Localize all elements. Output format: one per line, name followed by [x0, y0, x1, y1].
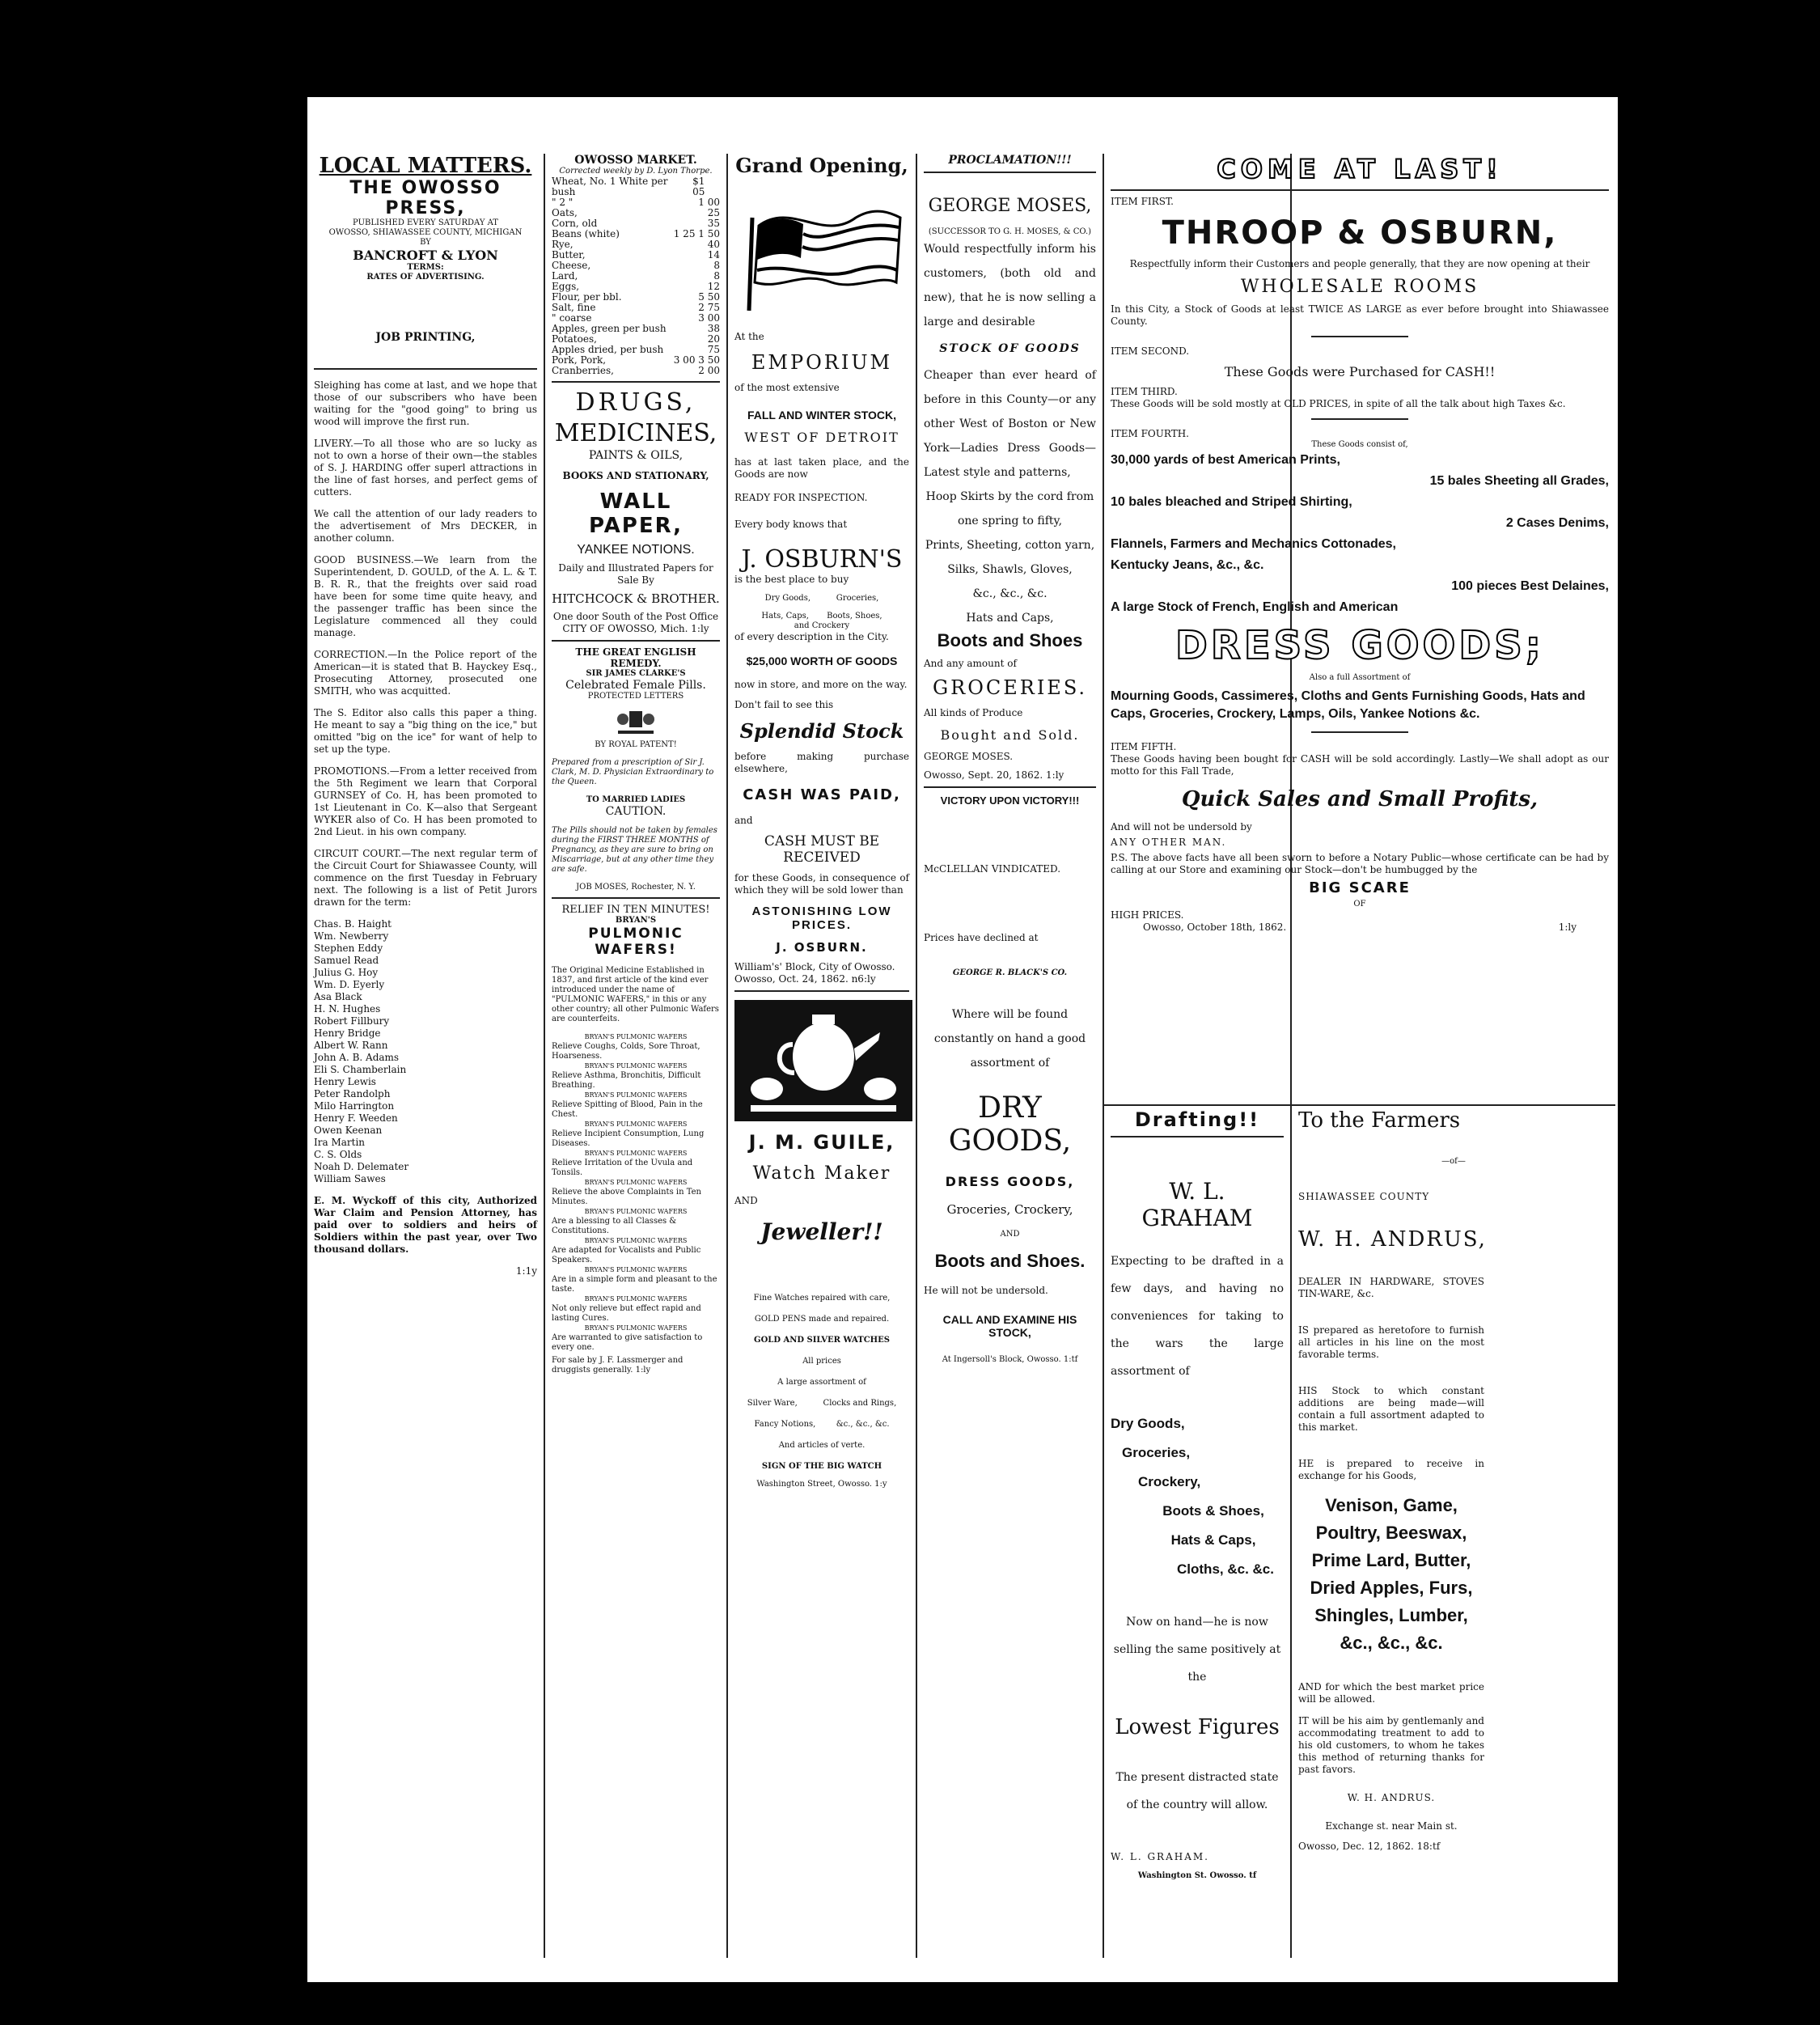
- juror: Samuel Read: [314, 955, 379, 966]
- market-price: 8: [713, 260, 720, 271]
- gold-silver: GOLD AND SILVER WATCHES: [754, 1336, 890, 1345]
- promotions-item: PROMOTIONS.—From a letter received from the 5th Regiment we learn that Corporal GURNSEY of Co. H, has been promoted to 1st Lieutenant in Co. K—also that Sergeant WYKER also of Co. H has been promoted to 2nd Lieut. in his own company.: [314, 765, 537, 837]
- hitchcock-firm: HITCHCOCK & BROTHER.: [552, 591, 720, 606]
- market-price: 14: [707, 249, 720, 261]
- throop-date-tail: 1:ly: [1558, 921, 1577, 933]
- item-fifth: ITEM FIFTH.: [1111, 741, 1177, 752]
- market-item: Beans (white): [552, 228, 620, 239]
- wafer-label: BRYAN'S PULMONIC WAFERS: [584, 1237, 688, 1244]
- ready-inspection: READY FOR INSPECTION.: [734, 492, 868, 503]
- goods-item: Flannels, Farmers and Mechanics Cottonades,: [1111, 537, 1396, 551]
- pill-agent: JOB MOSES, Rochester, N. Y.: [576, 883, 696, 892]
- market-item: Rye,: [552, 239, 574, 250]
- market-item: Apples, green per bush: [552, 323, 667, 334]
- juror: Noah D. Delemater: [314, 1161, 409, 1172]
- wafer-label: BRYAN'S PULMONIC WAFERS: [584, 1208, 688, 1215]
- andrus-p2: HIS Stock to which constant additions are being made—will contain a full assortment adapted to this market.: [1298, 1385, 1484, 1433]
- dress-goods: DRESS GOODS,: [945, 1174, 1075, 1189]
- repair-line-2: GOLD PENS made and repaired.: [754, 1315, 890, 1324]
- jeweller-heading: Jeweller!!: [760, 1218, 883, 1245]
- throop-osburn-heading: THROOP & OSBURN,: [1162, 214, 1558, 252]
- market-row: [552, 366, 720, 376]
- osburn-date: Owosso, Oct. 24, 1862. n6:ly: [734, 973, 876, 985]
- market-item: Butter,: [552, 249, 586, 261]
- business-item: GOOD BUSINESS.—We learn from the Superintendent, D. GOULD, of the A. L. & T. B. R. R., that the freights over said road have been for some time quite heavy, and the passenger traffic has been since the Legislature commenced all they could manage.: [314, 554, 537, 638]
- moses-signature: GEORGE MOSES.: [924, 751, 1014, 762]
- andrus-p5: IT will be his aim by gentlemanly and accommodating treatment to add to his old customers, to whom he takes this method of returning thanks for past favors.: [1298, 1715, 1484, 1775]
- livery-item: LIVERY.—To all those who are so lucky as not to own a horse of their own—the stables of S. J. HARDING offer superl attractions in the line of fast horses, and perfect gems of cutters.: [314, 438, 537, 498]
- consequence: for these Goods, in consequence of which they will be sold lower than: [734, 872, 909, 896]
- market-subtitle: Corrected weekly by D. Lyon Thorpe.: [559, 167, 713, 176]
- osburn-signature: J. OSBURN.: [776, 940, 868, 955]
- fancy-notions: Fancy Notions, &c., &c., &c.: [754, 1420, 890, 1429]
- market-item: " coarse: [552, 312, 592, 324]
- graham-street: Washington St. Owosso. tf: [1137, 1871, 1257, 1880]
- andrus-signature: W. H. ANDRUS.: [1347, 1792, 1436, 1803]
- and-word-2: AND: [734, 1195, 758, 1206]
- market-item: Potatoes,: [552, 333, 597, 345]
- wholesale-rooms: WHOLESALE ROOMS: [1240, 277, 1479, 297]
- terms-heading: TERMS:: [407, 263, 444, 272]
- column-market-drugs: [545, 154, 726, 1958]
- market-price: 75: [707, 344, 720, 355]
- juror: Stephen Eddy: [314, 943, 383, 954]
- market-item: Cranberries,: [552, 365, 614, 376]
- watch-maker: Watch Maker: [752, 1163, 891, 1184]
- dry-goods-heading: DRY GOODS,: [948, 1091, 1072, 1158]
- old-prices: These Goods will be sold mostly at OLD PRICES, in spite of all the talk about high Taxes &c.: [1111, 398, 1566, 409]
- market-price: 25: [707, 207, 720, 218]
- wafer-use: Relieve Spitting of Blood, Pain in the Chest.: [552, 1100, 703, 1119]
- market-row: [552, 229, 720, 239]
- wafers-text: The Original Medicine Established in 1837, and first article of the kind ever introduced under the name of "PULMONIC WAFERS," in this or any other country; all other Pulmonic Wafers are counterfeits.: [552, 966, 719, 1023]
- goods-list: [1111, 450, 1609, 618]
- groceries-heading: GROCERIES.: [932, 676, 1088, 699]
- hats-line: Hats and Caps,: [966, 612, 1054, 625]
- throop-date: Owosso, October 18th, 1862.: [1143, 921, 1287, 933]
- flag-icon: [734, 193, 912, 315]
- ps-note: P.S. The above facts have all been sworn to before a Notary Public—whose certificate can be had by calling at our Store and examining our Stock—don't be humbugged by the: [1111, 852, 1609, 875]
- teapot-jewelry-illustration: [734, 1000, 912, 1121]
- column-local-matters: [307, 154, 544, 1958]
- protected-line: PROTECTED LETTERS: [587, 692, 684, 701]
- juror: Henry Lewis: [314, 1076, 376, 1087]
- high-prices: HIGH PRICES.: [1111, 909, 1184, 921]
- market-price: 1 25 1 50: [673, 228, 720, 239]
- call-examine: CALL AND EXAMINE HIS STOCK,: [942, 1313, 1077, 1339]
- farmers-heading: To the Farmers: [1298, 1108, 1461, 1133]
- where-found: Where will be found constantly on hand a good assortment of: [933, 1008, 1086, 1070]
- market-title: OWOSSO MARKET.: [574, 154, 697, 167]
- juror: Peter Randolph: [314, 1088, 391, 1099]
- any-amount: And any amount of: [924, 658, 1017, 669]
- wafer-label: BRYAN'S PULMONIC WAFERS: [584, 1179, 688, 1186]
- hoop-skirts: Hoop Skirts by the cord from one spring to fifty,: [925, 490, 1094, 527]
- juror: Robert Fillbury: [314, 1015, 390, 1027]
- juror: William Sawes: [314, 1173, 386, 1184]
- of-word: OF: [1353, 900, 1366, 909]
- graham-item: Crockery,: [1138, 1474, 1201, 1489]
- andrus-produce: Venison, Game, Poultry, Beeswax, Prime Lard, Butter, Dried Apples, Furs, Shingles, Lumber, &c., &c., &c.: [1310, 1495, 1473, 1653]
- pills-heading: Celebrated Female Pills.: [565, 679, 706, 692]
- produce-line: All kinds of Produce: [924, 707, 1023, 718]
- astonishing-prices: ASTONISHING LOW PRICES.: [751, 904, 892, 932]
- market-item: Flour, per bbl.: [552, 291, 622, 303]
- will-not-undersold: And will not be undersold by: [1111, 821, 1252, 832]
- market-price: 2 75: [698, 302, 720, 313]
- column-grand-opening: [728, 154, 916, 1958]
- most-extensive: of the most extensive: [734, 382, 840, 393]
- grand-opening-heading: Grand Opening,: [735, 154, 908, 177]
- juror: Asa Black: [314, 991, 362, 1002]
- moses-inform: Would respectfully inform his customers, (both old and new), that he is now selling a large and desirable: [924, 243, 1096, 328]
- correction-item: CORRECTION.—In the Police report of the American—it is stated that B. Hayckey Esq., Prosecuting Attorney, prosecuted one SMITH, who was acquitted.: [314, 649, 537, 697]
- andrus-p4: AND for which the best market price will be allowed.: [1298, 1681, 1484, 1705]
- juror: Owen Keenan: [314, 1125, 383, 1136]
- royal-crest-icon: [612, 705, 660, 737]
- etc-line: &c., &c., &c.: [972, 587, 1048, 600]
- market-price: 20: [707, 333, 720, 345]
- and-word-4: AND: [1000, 1230, 1020, 1239]
- graham-item: Boots & Shoes,: [1162, 1503, 1264, 1519]
- juror-list: [314, 918, 537, 1185]
- quick-sales: Quick Sales and Small Profits,: [1181, 787, 1539, 811]
- juror: Milo Harrington: [314, 1100, 395, 1112]
- silver-ware: Silver Ware, Clocks and Rings,: [747, 1399, 897, 1408]
- drafting-heading: Drafting!!: [1134, 1108, 1260, 1131]
- goods-consist: These Goods consist of,: [1311, 440, 1408, 449]
- market-item: Oats,: [552, 207, 578, 218]
- wafer-label: BRYAN'S PULMONIC WAFERS: [584, 1121, 688, 1128]
- wafer-uses: [552, 1032, 720, 1353]
- goods-line-2: Hats, Caps, Boots, Shoes,: [761, 612, 882, 621]
- dont-fail: Don't fail to see this: [734, 699, 834, 710]
- prints-line: Prints, Sheeting, cotton yarn,: [925, 539, 1095, 552]
- market-price: 38: [707, 323, 720, 334]
- worth-of-goods: $25,000 WORTH OF GOODS: [746, 655, 898, 667]
- item-third: ITEM THIRD.: [1111, 386, 1178, 397]
- item-second: ITEM SECOND.: [1111, 345, 1190, 357]
- ingersoll-block: At Ingersoll's Block, Owosso. 1:tf: [942, 1355, 1078, 1364]
- item-first: ITEM FIRST.: [1111, 196, 1174, 207]
- goods-item: 2 Cases Denims,: [1505, 516, 1609, 530]
- city-line: CITY OF OWOSSO, Mich. 1:ly: [562, 623, 709, 634]
- graham-now: Now on hand—he is now selling the same positively at the: [1113, 1616, 1281, 1684]
- city-stock: In this City, a Stock of Goods at least TWICE AS LARGE as ever before brought into Shiawassee County.: [1111, 303, 1609, 327]
- market-item: " 2 ": [552, 197, 574, 208]
- wafers-heading: PULMONIC WAFERS!: [588, 926, 684, 958]
- married-heading: TO MARRIED LADIES: [586, 795, 686, 804]
- guile-heading: J. M. GUILE,: [748, 1131, 895, 1154]
- wafer-use: Relieve Incipient Consumption, Lung Diseases.: [552, 1129, 705, 1148]
- caution-heading: CAUTION.: [605, 805, 667, 818]
- market-price: 8: [713, 270, 720, 282]
- juror: Wm. Newberry: [314, 930, 389, 942]
- groceries-crockery: Groceries, Crockery,: [946, 1202, 1073, 1217]
- wafer-label: BRYAN'S PULMONIC WAFERS: [584, 1033, 688, 1040]
- purchased-cash: These Goods were Purchased for CASH!!: [1224, 364, 1496, 379]
- wafer-use: Relieve Asthma, Bronchitis, Difficult Breathing.: [552, 1071, 701, 1090]
- everybody-knows: Every body knows that: [734, 519, 848, 530]
- wafer-use: Not only relieve but effect rapid and lasting Cures.: [552, 1304, 701, 1323]
- mcclellan-line: McCLELLAN VINDICATED.: [924, 863, 1061, 875]
- goods-item: 100 pieces Best Delaines,: [1451, 579, 1609, 593]
- wafer-label: BRYAN'S PULMONIC WAFERS: [584, 1324, 688, 1332]
- wafer-vendor: For sale by J. F. Lassmerger and druggists generally. 1:ly: [552, 1356, 684, 1375]
- taken-place: has at last taken place, and the Goods are now: [734, 456, 909, 480]
- sleighing-item: Sleighing has come at last, and we hope that those of our subscribers who have been waiting for the "good going" to bring us wood will improve the first run.: [314, 379, 537, 427]
- wafer-label: BRYAN'S PULMONIC WAFERS: [584, 1295, 688, 1303]
- market-item: Cheese,: [552, 260, 591, 271]
- cash-was-paid: CASH WAS PAID,: [743, 786, 901, 803]
- milliner-item: We call the attention of our lady readers to the advertisement of Mrs DECKER, in another column.: [314, 508, 537, 544]
- of-line: —of—: [1441, 1157, 1466, 1166]
- juror: Henry F. Weeden: [314, 1112, 398, 1124]
- market-table: [552, 176, 720, 376]
- bought-for-cash: These Goods having been bought for CASH will be sold accordingly. Lastly—We shall adopt as our motto for this Fall Trade,: [1111, 753, 1609, 777]
- rates-heading: RATES OF ADVERTISING.: [366, 273, 485, 282]
- guile-street: Washington Street, Owosso. 1:y: [756, 1480, 887, 1489]
- throop-date-row: [1111, 921, 1609, 934]
- market-price: 1 00: [698, 197, 720, 208]
- andrus-p3: HE is prepared to receive in exchange for his Goods,: [1298, 1458, 1484, 1481]
- juror: Eli S. Chamberlain: [314, 1064, 407, 1075]
- market-row: [552, 176, 720, 197]
- emporium-heading: EMPORIUM: [751, 351, 893, 374]
- publishers: BANCROFT & LYON: [353, 248, 498, 263]
- remedy-heading: THE GREAT ENGLISH REMEDY.: [575, 646, 696, 669]
- paper-name: THE OWOSSO PRESS,: [349, 178, 502, 218]
- successor-line: (SUCCESSOR TO G. H. MOSES, & CO.): [928, 227, 1092, 236]
- juror: Ira Martin: [314, 1137, 366, 1148]
- come-at-last: COME AT LAST!: [1217, 154, 1503, 184]
- juror: Chas. B. Haight: [314, 918, 392, 930]
- wafer-label: BRYAN'S PULMONIC WAFERS: [584, 1062, 688, 1070]
- at-the: At the: [734, 331, 764, 342]
- market-item: Wheat, No. 1 White per bush: [552, 176, 668, 197]
- column-andrus: [1292, 1108, 1615, 1958]
- west-of-detroit: WEST OF DETROIT: [744, 430, 899, 445]
- wafer-use: Are a blessing to all Classes & Constitutions.: [552, 1217, 677, 1235]
- market-item: Salt, fine: [552, 302, 596, 313]
- black-firm: GEORGE R. BLACK'S CO.: [952, 968, 1068, 977]
- market-item: Pork, Pork,: [552, 354, 607, 366]
- wafer-use: Relieve the above Complaints in Ten Minutes.: [552, 1188, 701, 1206]
- graham-item: Dry Goods,: [1111, 1416, 1185, 1431]
- before-purchase: before making purchase elsewhere,: [734, 751, 909, 774]
- market-price: 2 00: [698, 365, 720, 376]
- wafer-use: Relieve Irritation of the Uvula and Tonsils.: [552, 1159, 693, 1177]
- best-place: is the best place to buy: [734, 574, 849, 585]
- repair-line-1: Fine Watches repaired with care,: [753, 1294, 891, 1303]
- cash-must-receive: CASH MUST BE RECEIVED: [764, 833, 880, 866]
- more-on-way: now in store, and more on the way.: [734, 679, 908, 690]
- juror: C. S. Olds: [314, 1149, 362, 1160]
- any-other-man: ANY OTHER MAN.: [1111, 837, 1227, 848]
- local-matters-heading: LOCAL MATTERS.: [319, 154, 532, 178]
- prices-declined: Prices have declined at: [924, 932, 1039, 943]
- andrus-date: Owosso, Dec. 12, 1862. 18:tf: [1298, 1841, 1441, 1852]
- market-item: Corn, old: [552, 218, 598, 229]
- newspaper-page: [307, 97, 1618, 1982]
- goods-item: 30,000 yards of best American Prints,: [1111, 453, 1340, 467]
- royal-line: BY ROYAL PATENT!: [595, 740, 677, 749]
- books-line: BOOKS AND STATIONARY,: [562, 470, 709, 481]
- market-item: Apples dried, per bush: [552, 344, 664, 355]
- drugs-heading: DRUGS,: [575, 388, 696, 417]
- osburn-block: William's' Block, City of Owosso.: [734, 961, 895, 972]
- wafer-label: BRYAN'S PULMONIC WAFERS: [584, 1091, 688, 1099]
- goods-line-3: and Crockery: [794, 621, 850, 630]
- juror: H. N. Hughes: [314, 1003, 381, 1015]
- goods-item: 10 bales bleached and Striped Shirting,: [1111, 495, 1352, 509]
- bought-sold: Bought and Sold.: [940, 727, 1080, 743]
- paints-line: PAINTS & OILS,: [588, 449, 684, 462]
- throop-inform: Respectfully inform their Customers and people generally, that they are now opening at their: [1129, 258, 1590, 269]
- all-prices: All prices: [802, 1357, 841, 1366]
- graham-expect: Expecting to be drafted in a few days, and having no conveniences for taking to the wars the large assortment of: [1111, 1255, 1284, 1378]
- big-scare: BIG SCARE: [1309, 879, 1411, 896]
- wafer-use: Are in a simple form and pleasant to the taste.: [552, 1275, 717, 1294]
- relief-heading: RELIEF IN TEN MINUTES!: [561, 904, 710, 916]
- lowest-figures: Lowest Figures: [1115, 1715, 1280, 1739]
- prep-text: Prepared from a prescription of Sir J. Clark, M. D. Physician Extraordinary to the Queen.: [552, 758, 714, 786]
- market-price: 3 00: [698, 312, 720, 324]
- proclamation-heading: PROCLAMATION!!!: [948, 154, 1072, 167]
- every-description: of every description in the City.: [734, 631, 889, 642]
- wafer-use: Relieve Coughs, Colds, Sore Throat, Hoarseness.: [552, 1042, 700, 1061]
- graham-item: Groceries,: [1122, 1445, 1191, 1460]
- yankee-line: YANKEE NOTIONS.: [577, 543, 695, 557]
- splendid-stock: Splendid Stock: [739, 719, 904, 743]
- market-price: 35: [707, 218, 720, 229]
- andrus-street: Exchange st. near Main st.: [1325, 1820, 1458, 1832]
- also-full: Also a full Assortment of: [1309, 673, 1411, 682]
- market-price: 3 00 3 50: [673, 354, 720, 366]
- wallpaper-heading: WALL PAPER,: [589, 489, 683, 538]
- graham-item: Cloths, &c. &c.: [1177, 1561, 1274, 1577]
- pub-line: PUBLISHED EVERY SATURDAY AT: [353, 218, 498, 227]
- county-line: SHIAWASSEE COUNTY: [1298, 1191, 1430, 1202]
- wafer-use: Are adapted for Vocalists and Public Speakers.: [552, 1246, 701, 1265]
- bryans-heading: BRYAN'S: [615, 916, 657, 925]
- market-price: 40: [707, 239, 720, 250]
- graham-signature: W. L. GRAHAM.: [1111, 1851, 1209, 1862]
- goods-item: Kentucky Jeans, &c., &c.: [1111, 558, 1264, 572]
- not-undersold: He will not be undersold.: [924, 1285, 1048, 1296]
- graham-items: [1111, 1409, 1284, 1584]
- market-item: Eggs,: [552, 281, 580, 292]
- circuit-court-item: CIRCUIT COURT.—The next regular term of the Circuit Court for Shiawassee County, will commence on the first Tuesday in February next. The following is a list of Petit Jurors drawn for the term:: [314, 848, 537, 908]
- column-throop-osburn: [1104, 154, 1615, 1100]
- osburns-heading: J. OSBURN'S: [741, 545, 903, 574]
- post-office-line: One door South of the Post Office: [552, 611, 719, 622]
- fall-stock: FALL AND WINTER STOCK,: [747, 409, 897, 422]
- moses-date: Owosso, Sept. 20, 1862. 1:ly: [924, 769, 1064, 781]
- juror: Julius G. Hoy: [314, 967, 379, 978]
- graham-heading: W. L. GRAHAM: [1141, 1178, 1253, 1231]
- victory-heading: VICTORY UPON VICTORY!!!: [940, 794, 1080, 807]
- moses-heading: GEORGE MOSES,: [928, 196, 1092, 216]
- graham-item: Hats & Caps,: [1170, 1532, 1256, 1548]
- medicines-heading: MEDICINES,: [554, 419, 717, 447]
- item-fourth: ITEM FOURTH.: [1111, 428, 1189, 439]
- and-word: and: [734, 815, 753, 826]
- juror: Wm. D. Eyerly: [314, 979, 385, 990]
- goods-item: A large Stock of French, English and American: [1111, 600, 1399, 614]
- pension-agent-item: E. M. Wyckoff of this city, Authorized War Claim and Pension Attorney, has paid over to soldiers and heirs of Soldiers within the past year, over Two thousand dollars.: [314, 1195, 537, 1255]
- pub-by: BY: [420, 238, 431, 247]
- juror: Henry Bridge: [314, 1027, 381, 1039]
- silks-line: Silks, Shawls, Gloves,: [947, 563, 1073, 576]
- market-price: $1 05: [692, 176, 705, 197]
- sir-james: SIR JAMES CLARKE'S: [586, 669, 686, 678]
- andrus-heading: W. H. ANDRUS,: [1298, 1227, 1487, 1252]
- stock-of-goods: STOCK OF GOODS: [939, 342, 1081, 355]
- job-printing-heading: JOB PRINTING,: [375, 331, 476, 344]
- wafer-label: BRYAN'S PULMONIC WAFERS: [584, 1266, 688, 1273]
- goods-line-1: Dry Goods, Groceries,: [764, 594, 879, 603]
- juror: John A. B. Adams: [314, 1052, 400, 1063]
- column-drafting: [1104, 1108, 1290, 1958]
- editor-item: The S. Editor also calls this paper a thing. He meant to say a "big thing on the ice," but omitted "big on the ice" for want of help to set up the type.: [314, 707, 537, 755]
- market-price: 12: [707, 281, 720, 292]
- goods-item: 15 bales Sheeting all Grades,: [1429, 474, 1609, 488]
- articles: And articles of verte.: [778, 1441, 866, 1450]
- caution-text: The Pills should not be taken by females during the FIRST THREE MONTHS of Pregnancy, as they are sure to bring on Miscarriage, but at any other time they are safe.: [552, 826, 717, 874]
- mourning-goods: Mourning Goods, Cassimeres, Cloths and Gents Furnishing Goods, Hats and Caps, Groceries, Crockery, Lamps, Oils, Yankee Notions &c.: [1111, 689, 1585, 721]
- graham-present: The present distracted state of the country will allow.: [1115, 1771, 1279, 1811]
- andrus-p1: IS prepared as heretofore to furnish all articles in his line on the most favorable terms.: [1298, 1324, 1484, 1360]
- big-watch-sign: SIGN OF THE BIG WATCH: [761, 1462, 882, 1471]
- market-price: 5 50: [698, 291, 720, 303]
- market-item: Lard,: [552, 270, 578, 282]
- boots-shoes-heading: Boots and Shoes: [937, 630, 1083, 650]
- juror: Albert W. Rann: [314, 1040, 388, 1051]
- wafer-use: Are warranted to give satisfaction to every one.: [552, 1333, 703, 1352]
- dealer-line: DEALER IN HARDWARE, STOVES TIN-WARE, &c.: [1298, 1276, 1484, 1299]
- cheaper-text: Cheaper than ever heard of before in this County—or any other West of Boston or New York—Ladies Dress Goods—Latest style and patterns,: [924, 369, 1096, 479]
- large-assortment: A large assortment of: [777, 1378, 866, 1387]
- pub-place: OWOSSO, SHIAWASSEE COUNTY, MICHIGAN: [328, 228, 523, 237]
- wafer-label: BRYAN'S PULMONIC WAFERS: [584, 1150, 688, 1157]
- section-rule: [1104, 1104, 1615, 1106]
- pension-agent-tail: 1:1y: [515, 1265, 537, 1277]
- column-moses-black: [917, 154, 1103, 1958]
- dress-goods-heading: DRESS GOODS;: [1175, 623, 1544, 668]
- papers-line: Daily and Illustrated Papers for Sale By: [558, 562, 713, 586]
- boots-shoes-2: Boots and Shoes.: [934, 1251, 1086, 1271]
